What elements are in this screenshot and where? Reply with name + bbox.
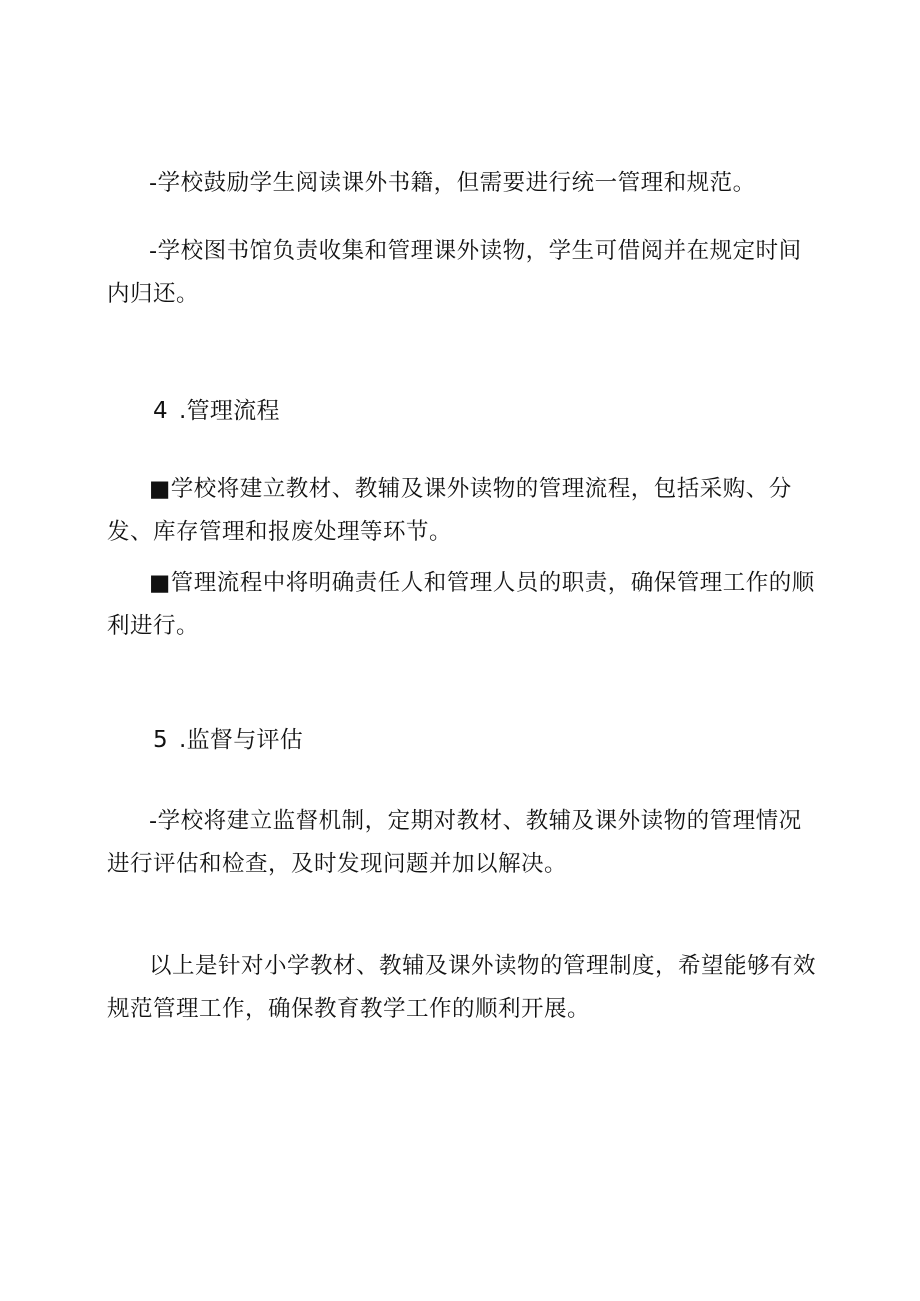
section-4-title: .管理流程 [179, 398, 280, 424]
policy-item-1: -学校鼓励学生阅读课外书籍，但需要进行统一管理和规范。 [149, 170, 756, 196]
section-5-heading [153, 725, 303, 755]
section-4-item-1: ■学校将建立教材、教辅及课外读物的管理流程，包括采购、分发、库存管理和报废处理等环节。 [107, 476, 792, 545]
section-4-heading [153, 396, 280, 426]
conclusion-paragraph: 以上是针对小学教材、教辅及课外读物的管理制度，希望能够有效规范管理工作，确保教育教学工作的顺利开展。 [107, 953, 817, 1022]
section-5-title: .监督与评估 [179, 727, 304, 753]
section-5-number: 5 [153, 727, 168, 753]
section-4-item-2: ■管理流程中将明确责任人和管理人员的职责，确保管理工作的顺利进行。 [107, 570, 815, 639]
section-4-number: 4 [153, 398, 168, 424]
section-5-item-1: -学校将建立监督机制，定期对教材、教辅及课外读物的管理情况进行评估和检查，及时发现问题并加以解决。 [107, 808, 802, 877]
policy-item-2: -学校图书馆负责收集和管理课外读物，学生可借阅并在规定时间内归还。 [107, 238, 802, 307]
